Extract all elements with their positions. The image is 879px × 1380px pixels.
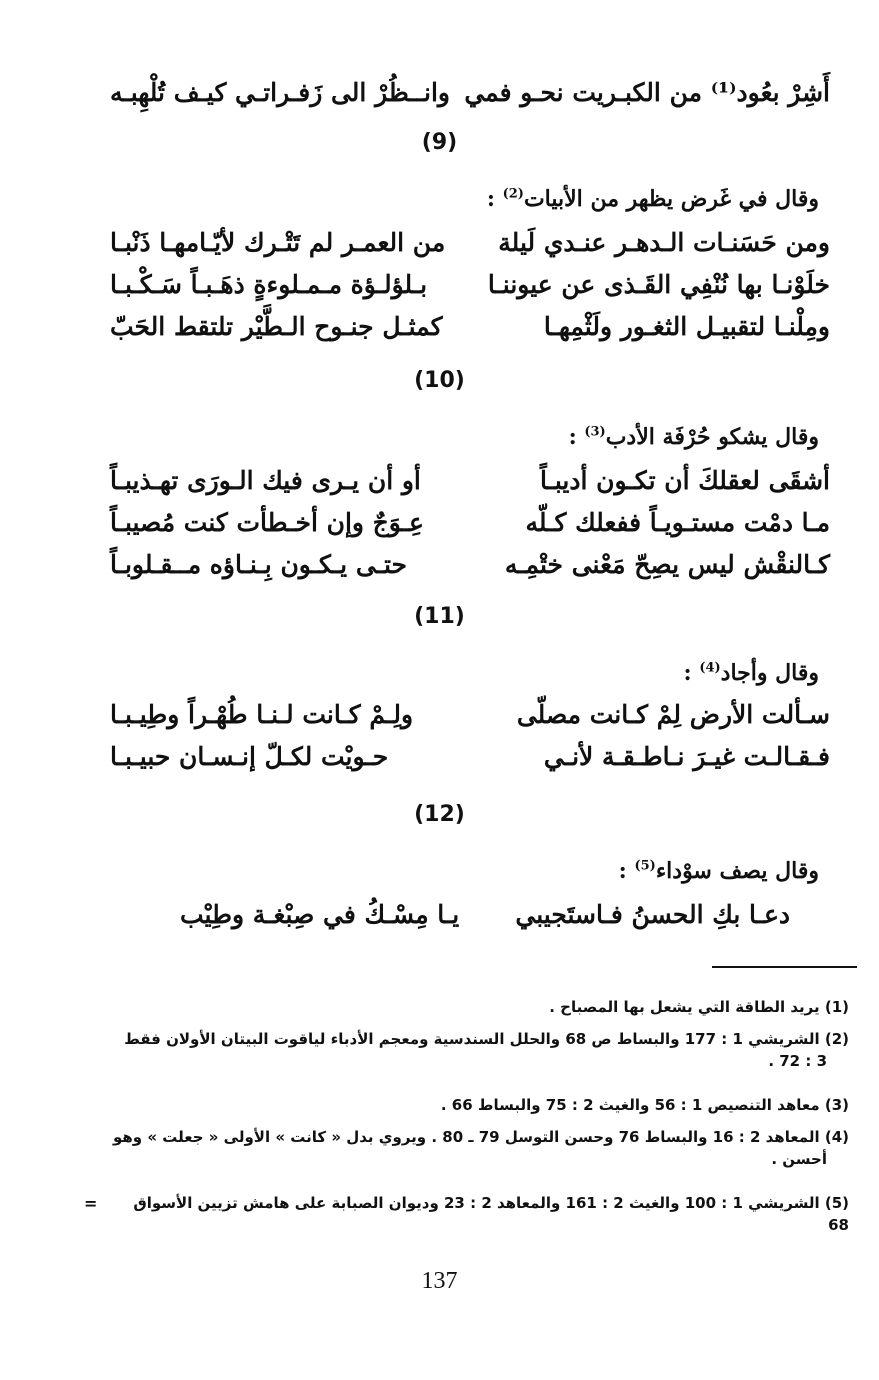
footnote-continuation: 3 : 72 .	[768, 1052, 827, 1070]
section-number: (12)	[414, 802, 465, 827]
verse-hemistich-first: كـالنقْش ليس يصِحّ مَعْنى ختْمِـه	[504, 549, 830, 579]
verse-line	[180, 894, 790, 934]
footnote-ref: (5)	[634, 858, 656, 874]
verse-hemistich-second: بـلؤلـؤة مـمـلوءةٍ ذهَـبـاً سَـكْـبـا	[110, 269, 428, 299]
verse-hemistich-second: يـا مِسْـكُ في صِبْغـة وطِيْب	[180, 899, 460, 929]
verse-line	[110, 306, 830, 346]
footnote-ref: (3)	[584, 424, 606, 440]
verse-line	[110, 460, 830, 500]
continuation-mark: =	[84, 1194, 98, 1213]
poem-intro: وقال في غَرض يظهر من الأبيات$^{(2)}$ :	[486, 186, 819, 212]
poem-intro: وقال وأجاد$^{(4)}$ :	[683, 660, 819, 686]
poem-intro-text: وقال في غَرض يظهر من الأبيات	[523, 186, 819, 212]
verse-hemistich-second: حـويْت لكـلّ إنـسـان حبيـبـا	[110, 741, 389, 771]
verse-hemistich-first: ومن حَسَنـات الـدهـر عنـدي لَيلة	[498, 227, 830, 257]
verse-line	[110, 736, 830, 776]
section-number: (11)	[414, 604, 465, 629]
verse-hemistich-first: أشقَى لعقلكَ أن تكـون أديبـاً	[539, 465, 830, 495]
verse-hemistich-first: ومِلْنـا لتقبيـل الثغـور ولَثْمِهـا	[543, 311, 830, 341]
verse-hemistich-second: حتـى يـكـون بِـنـاؤه مــقـلوبـاً	[110, 549, 407, 579]
footnote-text: (4) المعاهد 2 : 16 والبساط 76 وحسن التوسل 79 ـ 80 . ويروي بدل « كانت » الأولى « جعلت » وهو	[112, 1128, 849, 1146]
verse-hemistich-second: وانــظُرْ الى زَفـراتـي كيـف تُلْهِبـه	[109, 77, 450, 107]
verse-hemistich-first: خلَوْنـا بها نُنْفِي القَـذى عن عيوننـا	[487, 269, 830, 299]
verse-hemistich-second: عِـوَجٌ وإن أخـطأت كنت مُصيبـاً	[110, 507, 424, 537]
section-number: (10)	[414, 368, 465, 393]
verse-hemistich-first: أَشِرْ بعُود⁽¹⁾ من الكبـريت نحـو فمي	[464, 77, 830, 107]
verse-hemistich-first: دعـا بكِ الحسنُ فـاستَجيبي	[515, 899, 790, 929]
verse-line	[110, 72, 830, 112]
poem-intro-text: وقال يشكو حُرْفَة الأدب	[605, 424, 819, 450]
poem-intro-text: وقال وأجاد	[720, 660, 819, 686]
verse-hemistich-second: من العمـر لم تَتْـرك لأيّـامهـا ذَنْبـا	[110, 227, 446, 257]
footnote	[69, 1094, 849, 1116]
poem-intro-text: وقال يصف سوْداء	[655, 858, 819, 884]
footnote-ref: (2)	[502, 186, 524, 202]
footnote-text: (1) يريد الطاقة التي يشعل بها المصباح .	[549, 998, 849, 1016]
footnote-text: (3) معاهد التنصيص 1 : 56 والغيث 2 : 75 والبساط 66 .	[440, 1096, 849, 1114]
footnote-text: (5) الشريشي 1 : 100 والغيث 2 : 161 والمعاهد 2 : 23 وديوان الصبابة على هامش تزيين الأسواق 68	[133, 1194, 849, 1234]
section-number: (9)	[421, 130, 458, 155]
footnote-text: (2) الشريشي 1 : 177 والبساط ص 68 والحلل السندسية ومعجم الأدباء لياقوت البيتان الأولان فقط	[124, 1030, 849, 1048]
footnote	[109, 1192, 849, 1236]
verse-hemistich-second: أو أن يـرى فيك الـورَى تهـذيبـاً	[110, 465, 421, 495]
verse-hemistich-first: مـا دمْت مستـويـاً ففعلك كـلّه	[525, 507, 830, 537]
verse-hemistich-second: كمثـل جنـوح الـطَّيْر تلتقط الحَبّ	[110, 311, 443, 341]
poem-intro: وقال يشكو حُرْفَة الأدب$^{(3)}$ :	[568, 424, 819, 450]
footnote	[69, 1126, 849, 1170]
verse-line	[110, 222, 830, 262]
footnote-separator	[712, 966, 857, 968]
footnote-continuation: أحسن .	[771, 1150, 827, 1168]
footnote	[69, 996, 849, 1018]
verse-hemistich-second: ولِـمْ كـانت لـنـا طُهْـراً وطِيـبـا	[110, 699, 414, 729]
verse-hemistich-first: فـقـالـت غيـرَ نـاطـقـة لأنـي	[543, 741, 830, 771]
verse-hemistich-first: سـألت الأرض لِمْ كـانت مصلّى	[516, 699, 830, 729]
page-number: 137	[421, 1268, 458, 1294]
footnote-ref: (4)	[699, 660, 721, 676]
verse-line	[110, 264, 830, 304]
footnote	[69, 1028, 849, 1072]
verse-line	[110, 694, 830, 734]
poem-intro: وقال يصف سوْداء$^{(5)}$ :	[618, 858, 819, 884]
verse-line	[110, 544, 830, 584]
verse-line	[110, 502, 830, 542]
